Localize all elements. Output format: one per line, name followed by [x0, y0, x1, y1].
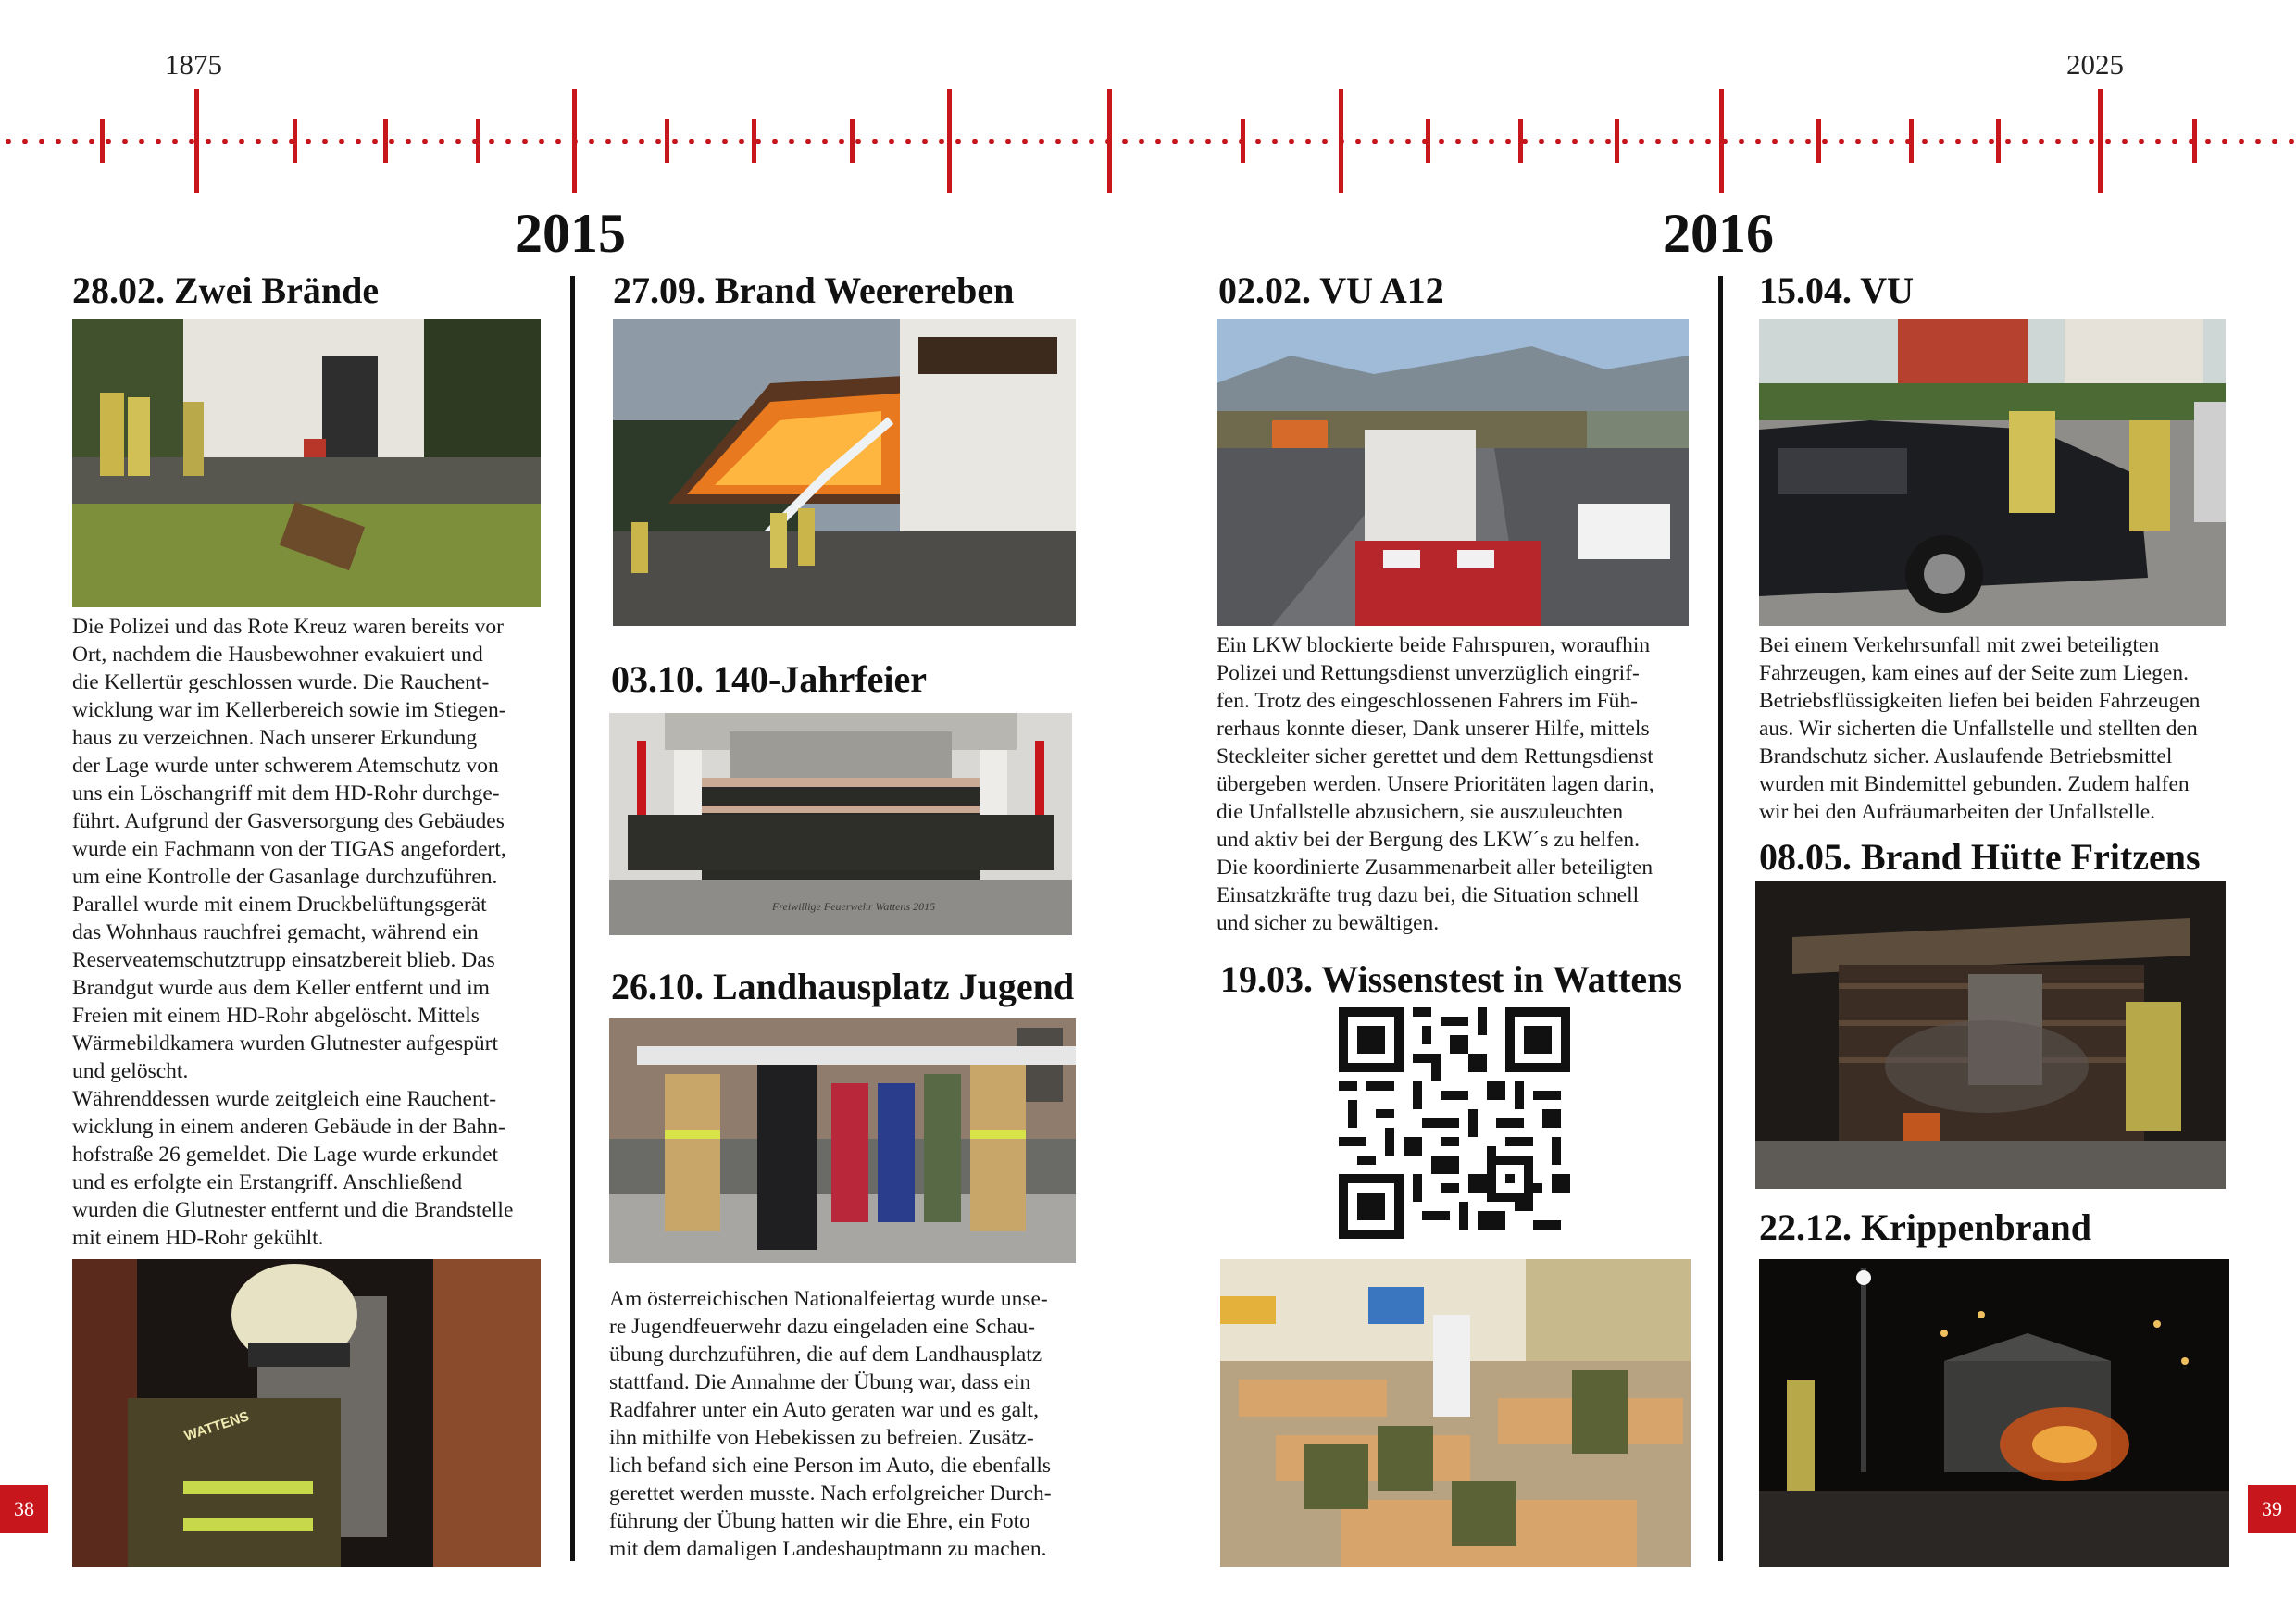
photo-atemschutz-keller [72, 1259, 541, 1567]
timeline-tick [100, 119, 105, 163]
timeline-tick [665, 119, 669, 163]
timeline-tick [1426, 119, 1430, 163]
timeline-tick-major [2098, 89, 2103, 193]
timeline-tick-major [572, 89, 577, 193]
entry-title: 28.02. Zwei Brände [72, 269, 380, 311]
timeline-tick [1518, 119, 1523, 163]
photo-brand-huette-fritzens [1755, 881, 2226, 1189]
year-heading-2015: 2015 [515, 203, 626, 264]
page-number-right: 39 [2248, 1485, 2296, 1533]
photo-caption: Freiwillige Feuerwehr Wattens 2015 [772, 900, 936, 913]
entry-text-vu-a12: Ein LKW blockierte beide Fahrspuren, woraufhin Polizei und Rettungsdienst unverzüglich eingrif- fen. Trotz des eingeschlossenen Fahrers im Füh- rerhaus konnte dieser, Dank unserer Hilfe, mittels Steckleiter sicher gerettet und dem Rettungsdienst übergeben werden. Unsere Prioritäten lagen darin, die Unfallstelle abzusichern, sie auszuleuchten und aktiv bei der Bergung des LKW´s zu helfen. Die koordinierte Zusammenarbeit aller beteiligten Einsatzkräfte trug dazu bei, die Situation schnell und sicher zu bewältigen. [1217, 633, 1654, 935]
timeline-tick [476, 119, 480, 163]
timeline-tick-major [947, 89, 952, 193]
entry-text-landhausplatz-jugend: Am österreichischen Nationalfeiertag wurde unse- re Jugendfeuerwehr dazu eingeladen eine Schau- übung durchzuführen, die auf dem Landhausplatz stattfand. Die Annahme der Übung war, dass ein Radfahrer unter ein Auto geraten war und es galt, ihn mithilfe von Hebekissen zu befreien. Zusätz- lich befand sich eine Person im Auto, die ebenfalls gerettet werden musste. Nach erfolgreicher Durch- führung der Übung hatten wir die Ehre, ein Foto mit dem damaligen Landeshauptmann zu machen. [609, 1287, 1052, 1561]
entry-title: 27.09. Brand Weerereben [613, 269, 1015, 311]
photo-brand-weerereben [613, 319, 1076, 626]
entry-text-zwei-braende: Die Polizei und das Rote Kreuz waren bereits vor Ort, nachdem die Hausbewohner evakuiert und die Kellertür geschlossen wurde. Die Rauchent- wicklung war im Kellerbereich sowie im Stiegen- haus zu verzeichnen. Nach unserer Erkundung der Lage wurde unter schwerem Atemschutz von uns ein Löschangriff mit dem HD-Rohr durchge- führt. Aufgrund der Gasversorgung des Gebäudes wurde ein Fachmann von der TIGAS angefordert, um eine Kontrolle der Gasanlage durchzuführen. Parallel wurde mit einem Druckbelüftungsgerät das Wohnhaus rauchfrei gemacht, während ein Reserveatemschutztrupp einsatzbereit blieb. Das Brandgut wurde aus dem Keller entfernt und im Freien mit einem HD-Rohr abgelöscht. Mittels Wärmebildkamera wurden Glutnester aufgespürt und gelöscht. Währenddessen wurde zeitgleich eine Rauchent- wicklung in einem anderen Gebäude in der Bahn- hofstraße 26 gemeldet. Die Lage wurde erkundet und es erfolgte ein Erstangriff. Anschließend wurden die Glutnester entfernt und die Brandstelle mit einem HD-Rohr gekühlt. [72, 615, 514, 1250]
timeline-tick [1241, 119, 1245, 163]
qr-code-icon[interactable] [1339, 1007, 1570, 1239]
timeline-tick [2192, 119, 2197, 163]
timeline-tick-major [1339, 89, 1343, 193]
timeline-tick [752, 119, 756, 163]
timeline-tick [293, 119, 297, 163]
timeline-tick-major [1107, 89, 1112, 193]
page-number-left: 38 [0, 1485, 48, 1533]
entry-text-vu-15-04: Bei einem Verkehrsunfall mit zwei beteiligten Fahrzeugen, kam eines auf der Seite zum Liegen. Betriebsflüssigkeiten liefen bei beiden Fahrzeugen aus. Wir sicherten die Unfallstelle und stellten den Brandschutz sicher. Auslaufende Betriebsmittel wurden mit Bindemittel gebunden. Zudem halfen wir bei den Aufräumarbeiten der Unfallstelle. [1759, 633, 2201, 824]
entry-title: 15.04. VU [1759, 269, 1915, 311]
timeline-tick [383, 119, 388, 163]
timeline-tick-major [194, 89, 199, 193]
entry-title: 02.02. VU A12 [1218, 269, 1444, 311]
timeline-tick-major [1719, 89, 1724, 193]
column-divider [570, 276, 575, 1561]
entry-title: 08.05. Brand Hütte Fritzens [1759, 836, 2201, 878]
timeline-tick [1909, 119, 1914, 163]
photo-vu-a12 [1217, 319, 1689, 626]
entry-title: 22.12. Krippenbrand [1759, 1206, 2091, 1248]
photo-140-jahrfeier [609, 713, 1072, 935]
timeline-end-year: 2025 [2066, 48, 2124, 81]
helmet-lettering: WATTENS [182, 1408, 252, 1444]
column-divider [1718, 276, 1723, 1561]
photo-vu-15-04 [1759, 319, 2226, 626]
entry-title: 19.03. Wissenstest in Wattens [1220, 958, 1682, 1000]
photo-krippenbrand [1759, 1259, 2229, 1567]
timeline-tick [850, 119, 855, 163]
photo-zwei-braende [72, 319, 541, 607]
entry-title: 03.10. 140-Jahrfeier [611, 658, 928, 700]
timeline-tick [1996, 119, 2001, 163]
photo-landhausplatz-jugend [609, 1018, 1076, 1263]
timeline-start-year: 1875 [165, 48, 222, 81]
entry-title: 26.10. Landhausplatz Jugend [611, 966, 1075, 1007]
timeline-tick [1816, 119, 1821, 163]
year-heading-2016: 2016 [1663, 203, 1774, 264]
timeline-tick [1615, 119, 1619, 163]
photo-wissenstest [1220, 1259, 1691, 1567]
timeline-dotted-line [0, 139, 2296, 144]
